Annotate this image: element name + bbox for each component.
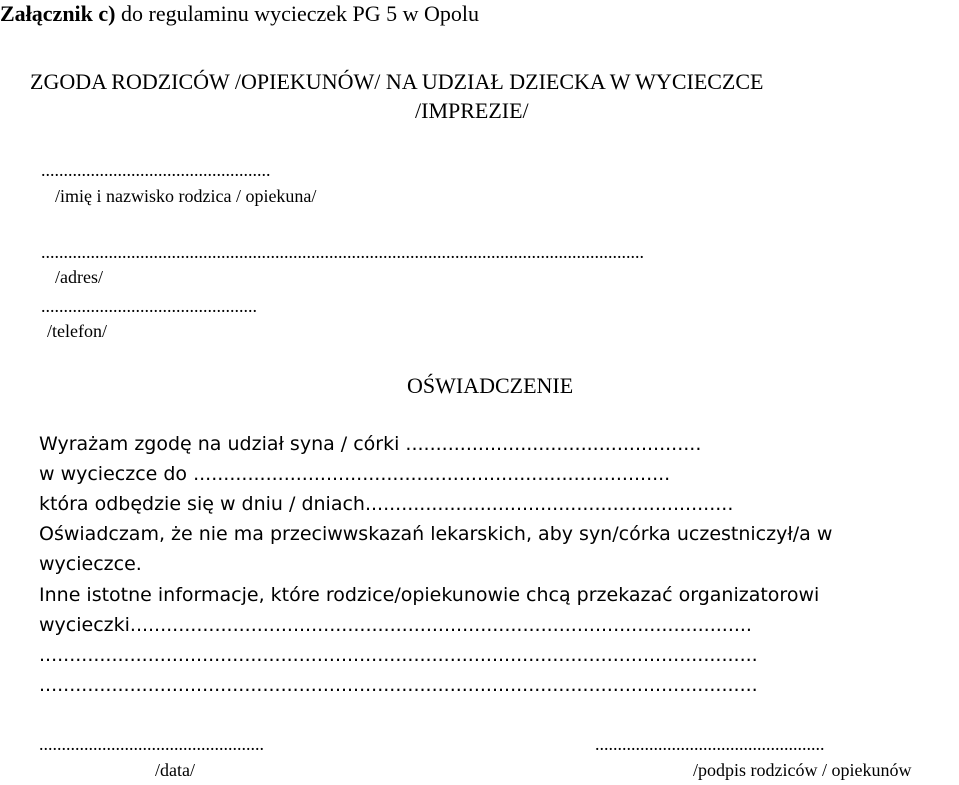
document-title-line1: ZGODA RODZICÓW /OPIEKUNÓW/ NA UDZIAŁ DZIECKA W WYCIECZCE [30,69,764,94]
other-info-line2[interactable]: ....................................................................................................................... [39,644,758,666]
trip-dates-line[interactable]: która odbędzie się w dniu / dniach............................................................. [39,493,734,515]
attachment-label: Załącznik c) [0,1,116,26]
signature-field[interactable]: ................................................... [595,734,825,754]
document-title-line2: /IMPREZIE/ [415,98,529,123]
date-label: /data/ [155,760,195,780]
other-info-line3[interactable]: ....................................................................................................................... [39,674,758,696]
address-label: /adres/ [55,267,103,287]
parent-name-field[interactable]: ................................................... [41,160,271,180]
declaration-heading: OŚWIADCZENIE [407,373,574,398]
parent-name-label: /imię i nazwisko rodzica / opiekuna/ [55,186,317,206]
signature-label: /podpis rodziców / opiekunów [693,760,912,780]
phone-field[interactable]: ................................................ [41,296,257,316]
attachment-header [0,1,479,27]
address-field[interactable]: ...................................................................................................................................... [41,242,644,262]
trip-destination-line[interactable]: w wycieczce do ............................................................................... [39,463,671,485]
medical-statement-continuation: wycieczce. [39,553,142,575]
date-field[interactable]: .................................................. [39,734,264,754]
other-info-line1[interactable]: wycieczki....................................................................................................... [39,614,752,636]
phone-label: /telefon/ [47,321,107,341]
consent-child-line[interactable]: Wyrażam zgodę na udział syna / córki ................................................. [39,433,702,455]
medical-statement-line: Oświadczam, że nie ma przeciwwskazań lekarskich, aby syn/córka uczestniczył/a w [39,523,833,545]
other-info-prompt: Inne istotne informacje, które rodzice/opiekunowie chcą przekazać organizatorowi [39,584,820,606]
attachment-description: do regulaminu wycieczek PG 5 w Opolu [115,1,480,26]
